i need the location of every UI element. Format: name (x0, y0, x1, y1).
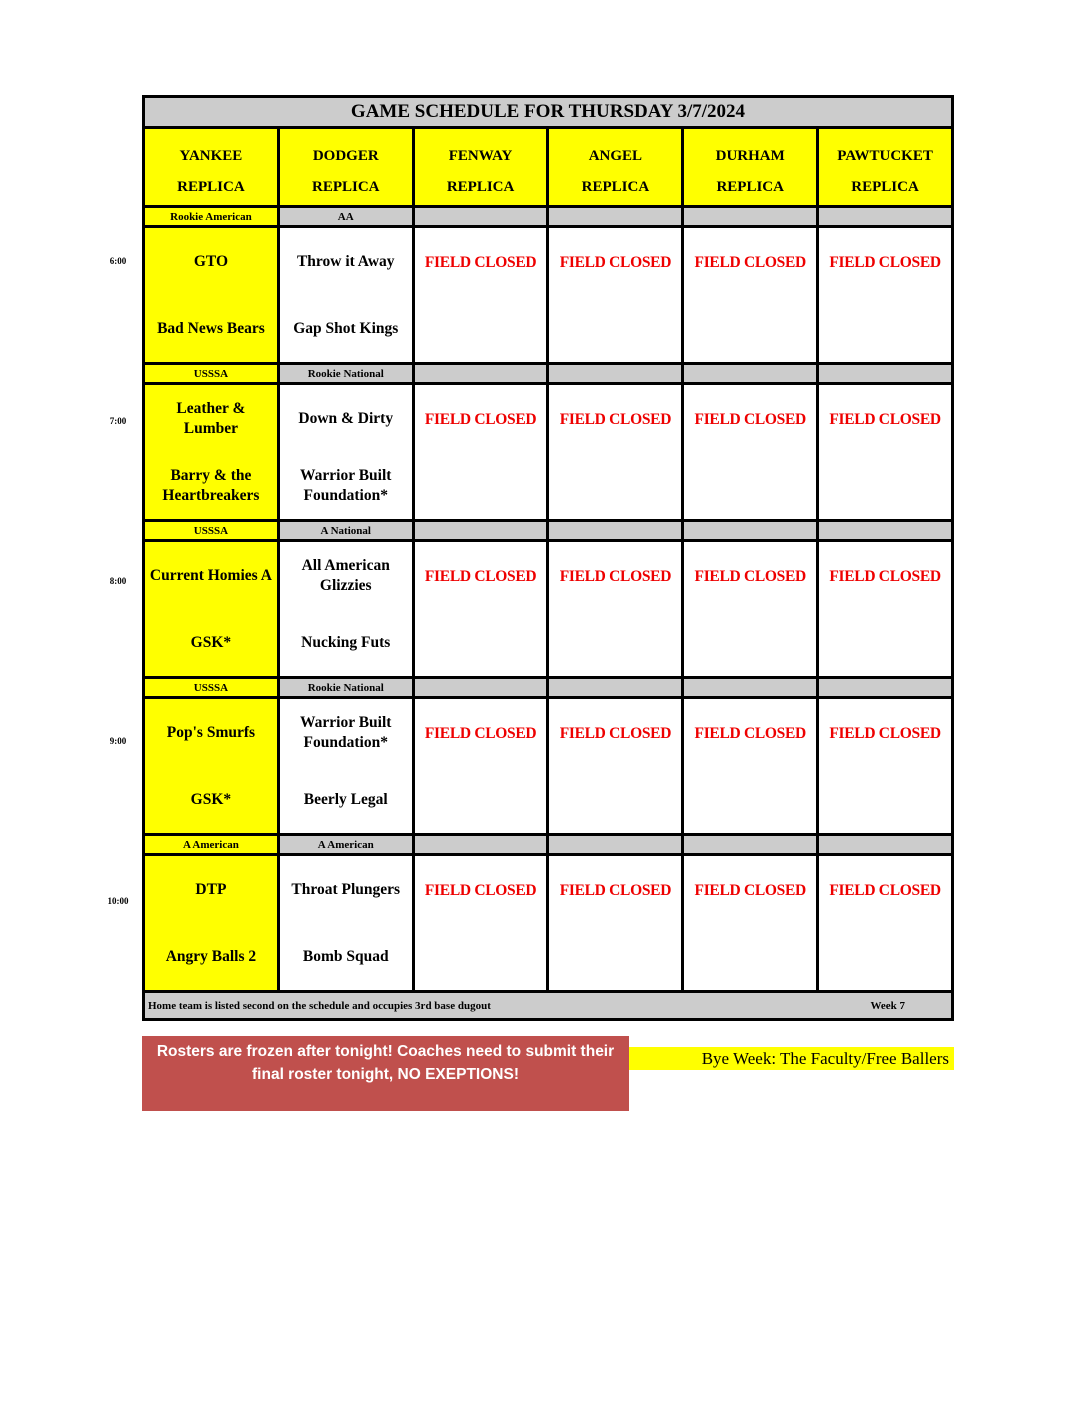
division-label (684, 365, 819, 385)
field-type: REPLICA (177, 179, 245, 195)
field-closed-label: FIELD CLOSED (829, 882, 941, 899)
home-team: Warrior Built Foundation* (300, 466, 392, 504)
field-closed-label: FIELD CLOSED (424, 568, 537, 585)
game-cell (819, 542, 951, 679)
game-cell (819, 699, 951, 836)
field-type: REPLICA (581, 179, 650, 195)
field-closed-label: FIELD CLOSED (694, 725, 806, 742)
field-closed-label: FIELD CLOSED (694, 882, 806, 899)
time-label: 6:00 (109, 256, 127, 266)
away-team: Current Homies A (149, 566, 272, 584)
division-label (549, 522, 684, 542)
field-type: REPLICA (446, 179, 515, 195)
field-name: ANGEL (588, 148, 643, 164)
division-label: A National (280, 522, 415, 542)
game-cell (684, 542, 819, 679)
game-cell (684, 385, 819, 522)
home-team: Barry & the Heartbreakers (162, 466, 260, 504)
division-label: USSSA (145, 365, 280, 385)
division-row (145, 836, 951, 856)
game-cell (415, 228, 550, 365)
game-row (145, 856, 951, 993)
division-label (415, 679, 550, 699)
field-name: YANKEE (179, 148, 243, 164)
field-name: PAWTUCKET (837, 148, 933, 164)
game-cell (819, 856, 951, 993)
time-label: 7:00 (109, 416, 127, 426)
game-cell (280, 385, 415, 522)
field-closed-label: FIELD CLOSED (424, 254, 537, 271)
game-cell (415, 542, 550, 679)
time-label: 8:00 (109, 576, 127, 586)
field-closed-label: FIELD CLOSED (559, 411, 672, 428)
field-header (549, 129, 684, 208)
home-team: Nucking Futs (301, 633, 391, 651)
field-closed-label: FIELD CLOSED (559, 882, 672, 899)
field-closed-label: FIELD CLOSED (559, 725, 672, 742)
field-header-row (145, 129, 951, 208)
field-closed-label: FIELD CLOSED (694, 411, 806, 428)
away-team: Leather & Lumber (176, 399, 246, 437)
division-label (415, 365, 550, 385)
division-row (145, 679, 951, 699)
field-header (415, 129, 550, 208)
division-label: A American (280, 836, 415, 856)
time-label: 10:00 (107, 896, 129, 906)
home-team: Bad News Bears (157, 319, 265, 337)
week-label: Week 7 (870, 999, 905, 1012)
schedule-body (145, 208, 951, 993)
away-team: Throw it Away (296, 252, 395, 270)
field-closed-label: FIELD CLOSED (424, 882, 537, 899)
game-row (145, 385, 951, 522)
field-type: REPLICA (716, 179, 784, 195)
division-label (415, 836, 550, 856)
away-team: All American Glizzies (301, 556, 390, 594)
division-label (684, 836, 819, 856)
home-team: GSK* (190, 633, 232, 651)
division-label: A American (145, 836, 280, 856)
division-label: Rookie National (280, 679, 415, 699)
game-cell (280, 228, 415, 365)
division-label: Rookie National (280, 365, 415, 385)
game-cell (684, 228, 819, 365)
field-closed-label: FIELD CLOSED (559, 254, 672, 271)
field-closed-label: FIELD CLOSED (829, 254, 941, 271)
game-cell (549, 385, 684, 522)
game-cell (280, 856, 415, 993)
division-row (145, 208, 951, 228)
field-closed-label: FIELD CLOSED (829, 725, 941, 742)
field-type: REPLICA (311, 179, 380, 195)
field-name: FENWAY (448, 148, 513, 164)
game-cell (415, 856, 550, 993)
game-cell (549, 699, 684, 836)
field-closed-label: FIELD CLOSED (694, 568, 806, 585)
field-name: DODGER (312, 148, 379, 164)
roster-notice: Rosters are frozen after tonight! Coaches need to submit their final roster tonight, NO EXEPTIONS! (142, 1036, 629, 1111)
field-header (819, 129, 951, 208)
field-closed-label: FIELD CLOSED (424, 725, 537, 742)
division-label (684, 679, 819, 699)
home-team: Angry Balls 2 (165, 947, 257, 965)
field-header (280, 129, 415, 208)
division-label (415, 522, 550, 542)
division-label (549, 365, 684, 385)
field-closed-label: FIELD CLOSED (829, 411, 941, 428)
game-cell (684, 856, 819, 993)
game-row (145, 542, 951, 679)
schedule-title: GAME SCHEDULE FOR THURSDAY 3/7/2024 (145, 98, 951, 129)
field-closed-label: FIELD CLOSED (559, 568, 672, 585)
home-team-note: Home team is listed second on the schedule and occupies 3rd base dugout (148, 999, 491, 1012)
division-label (684, 208, 819, 228)
game-cell (549, 542, 684, 679)
schedule-footer (145, 993, 951, 1018)
division-label: USSSA (145, 522, 280, 542)
bye-week-note: Bye Week: The Faculty/Free Ballers (629, 1047, 954, 1070)
game-cell (684, 699, 819, 836)
field-header (684, 129, 819, 208)
game-cell (819, 385, 951, 522)
away-team: Pop's Smurfs (166, 723, 256, 741)
field-header (145, 129, 280, 208)
division-label: AA (280, 208, 415, 228)
game-cell (280, 542, 415, 679)
home-team: Gap Shot Kings (293, 319, 399, 337)
home-team: Beerly Legal (303, 790, 388, 808)
game-cell (280, 699, 415, 836)
away-team: DTP (195, 880, 227, 898)
game-row (145, 228, 951, 365)
division-label (819, 679, 951, 699)
game-cell (145, 856, 280, 993)
game-row (145, 699, 951, 836)
field-closed-label: FIELD CLOSED (694, 254, 806, 271)
home-team: GSK* (190, 790, 232, 808)
game-cell (145, 699, 280, 836)
division-label (819, 836, 951, 856)
field-closed-label: FIELD CLOSED (424, 411, 537, 428)
division-label (549, 679, 684, 699)
division-label (684, 522, 819, 542)
division-label (819, 365, 951, 385)
division-row (145, 522, 951, 542)
home-team: Bomb Squad (302, 947, 389, 965)
division-label: USSSA (145, 679, 280, 699)
division-label (819, 208, 951, 228)
away-team: GTO (193, 252, 228, 270)
game-cell (819, 228, 951, 365)
game-cell (145, 542, 280, 679)
schedule-table (142, 95, 954, 1021)
game-cell (415, 699, 550, 836)
game-cell (549, 228, 684, 365)
division-label: Rookie American (145, 208, 280, 228)
away-team: Warrior Built Foundation* (300, 713, 392, 751)
field-name: DURHAM (715, 148, 785, 164)
time-label: 9:00 (109, 736, 127, 746)
game-cell (145, 385, 280, 522)
field-closed-label: FIELD CLOSED (829, 568, 941, 585)
game-cell (549, 856, 684, 993)
division-label (819, 522, 951, 542)
division-row (145, 365, 951, 385)
away-team: Throat Plungers (291, 880, 401, 898)
away-team: Down & Dirty (298, 409, 394, 427)
game-cell (145, 228, 280, 365)
division-label (549, 836, 684, 856)
game-cell (415, 385, 550, 522)
division-label (549, 208, 684, 228)
field-type: REPLICA (851, 179, 919, 195)
division-label (415, 208, 550, 228)
